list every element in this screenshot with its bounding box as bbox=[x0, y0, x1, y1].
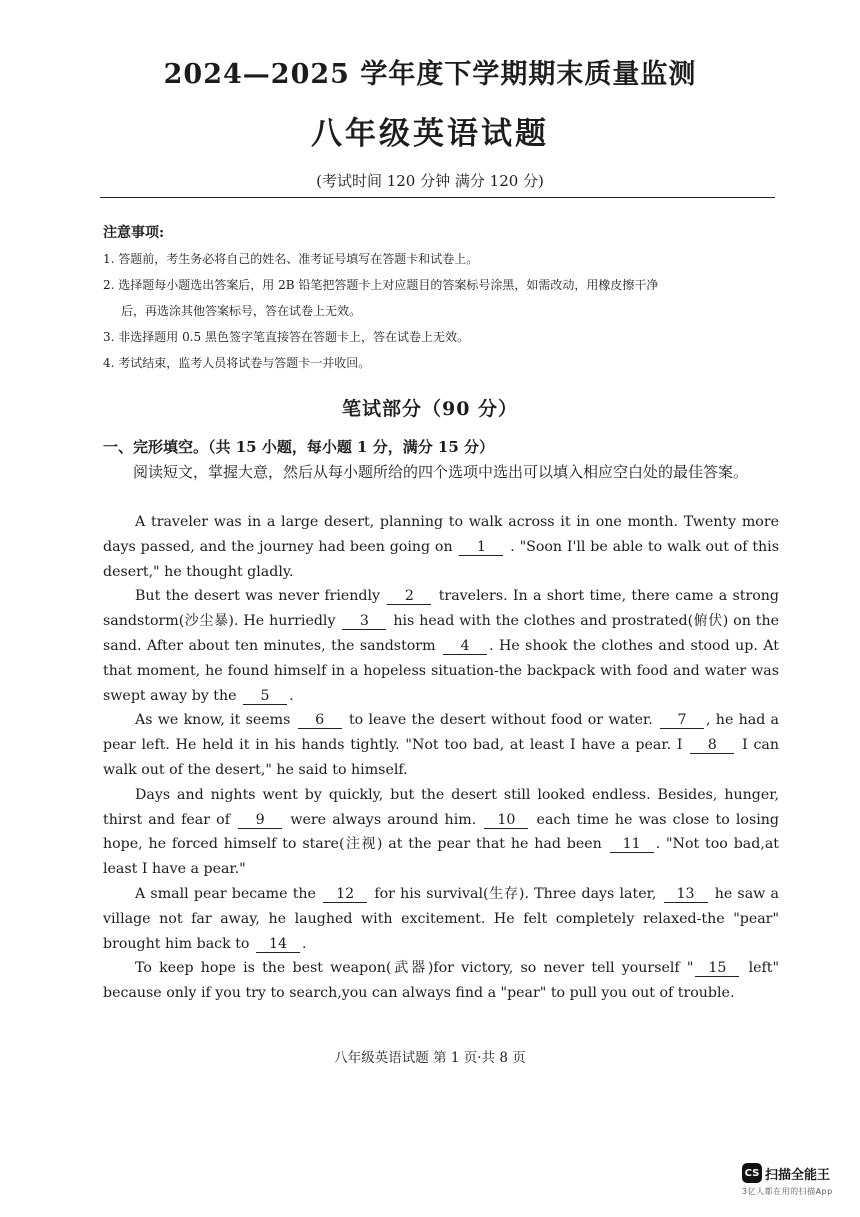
blank-4: 4 bbox=[443, 638, 487, 655]
note-item: 3. 非选择题用 0.5 黑色签字笔直接答在答题卡上，答在试卷上无效。 bbox=[103, 330, 469, 344]
note-item: 1. 答题前，考生务必将自己的姓名、准考证号填写在答题卡和试卷上。 bbox=[103, 252, 479, 266]
passage-text: I can walk out of the desert," he said to himself. bbox=[103, 737, 780, 778]
passage-text: each time he was close to losing hope, he forced himself to stare(注视) at the pear that he had been bbox=[103, 811, 780, 853]
passage-text: . "Soon I'll be able to walk out of this desert," he thought gladly. bbox=[103, 538, 780, 580]
blank-6: 6 bbox=[298, 712, 342, 729]
passage-text: . bbox=[301, 935, 307, 952]
blank-13: 13 bbox=[664, 886, 708, 903]
exam-title: 2024—2025 学年度下学期期末质量监测 bbox=[163, 59, 697, 90]
passage-text: to leave the desert without food or water. bbox=[348, 712, 653, 729]
paragraph-1 bbox=[103, 510, 779, 584]
scanner-watermark bbox=[742, 1163, 852, 1197]
paragraph-6 bbox=[103, 956, 779, 1006]
header-divider bbox=[100, 197, 775, 198]
passage-text: his head with the clothes and prostrated(俯伏) on the sand. After about ten minutes, the sandstorm bbox=[103, 613, 780, 654]
instructions: 阅读短文，掌握大意，然后从每小题所给的四个选项中选出可以填入相应空白处的最佳答案。 bbox=[133, 463, 749, 481]
passage-text: for his survival(生存). Three days later, bbox=[374, 885, 657, 902]
notes-title: 注意事项: bbox=[103, 225, 165, 241]
paragraph-2 bbox=[103, 584, 779, 708]
passage-text: To keep hope is the best weapon(武器)for victory, so never tell yourself " bbox=[135, 960, 694, 977]
passage-text: were always around him. bbox=[290, 811, 477, 828]
blank-5: 5 bbox=[243, 688, 287, 705]
paragraph-3 bbox=[103, 708, 779, 782]
blank-11: 11 bbox=[610, 836, 654, 853]
blank-10: 10 bbox=[484, 812, 528, 829]
blank-12: 12 bbox=[323, 886, 367, 903]
exam-subtitle: 八年级英语试题 bbox=[311, 116, 549, 152]
blank-2: 2 bbox=[387, 588, 431, 605]
passage-text: left" because only if you try to search,you can always find a "pear" to pull you out of trouble. bbox=[103, 960, 779, 1002]
passage-text: . He shook the clothes and stood up. At that moment, he found himself in a hopeless situation-the backpack with food and water was swept away by the bbox=[103, 637, 779, 704]
passage-text: travelers. In a short time, there came a strong sandstorm(沙尘暴). He hurriedly bbox=[103, 588, 779, 630]
notes-block bbox=[103, 220, 783, 376]
passage-text: Days and nights went by quickly, but the desert still looked endless. Besides, hunger, thirst and fear of bbox=[103, 786, 779, 828]
note-item: 2. 选择题每小题选出答案后，用 2B 铅笔把答题卡上对应题目的答案标号涂黑，如需改动，用橡皮擦干净 bbox=[103, 278, 659, 292]
blank-14: 14 bbox=[256, 936, 300, 953]
passage-text: . bbox=[289, 687, 294, 704]
passage-text: As we know, it seems bbox=[135, 712, 291, 729]
passage-text: . "Not too bad,at least I have a pear." bbox=[103, 836, 779, 878]
section-title: 笔试部分（90 分） bbox=[341, 398, 519, 420]
note-item: 4. 考试结束，监考人员将试卷与答题卡一并收回。 bbox=[103, 356, 371, 370]
blank-8: 8 bbox=[690, 737, 734, 754]
passage-text: But the desert was never friendly bbox=[135, 588, 381, 605]
blank-15: 15 bbox=[695, 960, 739, 977]
watermark-row bbox=[742, 1163, 852, 1183]
passage-text: , he had a pear left. He held it in his hands tightly. "Not too bad, at least I have a pear. I bbox=[103, 712, 779, 754]
watermark-tagline: 3亿人都在用的扫描App bbox=[742, 1187, 833, 1196]
watermark-name: 扫描全能王 bbox=[765, 1167, 831, 1183]
exam-info: (考试时间 120 分钟 满分 120 分) bbox=[316, 172, 544, 190]
passage-text: he saw a village not far away, he laughed with excitement. He felt completely relaxed-the "pear" brought him back to bbox=[103, 885, 779, 952]
page-footer: 八年级英语试题 第 1 页·共 8 页 bbox=[334, 1050, 526, 1066]
part-heading: 一、完形填空。（共 15 小题，每小题 1 分，满分 15 分） bbox=[103, 438, 495, 456]
blank-9: 9 bbox=[238, 812, 282, 829]
cloze-passage bbox=[103, 510, 779, 1006]
note-item-continued: 后，再选涂其他答案标号，答在试卷上无效。 bbox=[121, 304, 362, 318]
paragraph-4 bbox=[103, 783, 779, 882]
passage-text: A traveler was in a large desert, planning to walk across it in one month. Twenty more days passed, and the journey had been going on bbox=[103, 514, 779, 555]
camscanner-logo-icon: CS bbox=[742, 1163, 762, 1183]
blank-1: 1 bbox=[459, 539, 503, 556]
paragraph-5 bbox=[103, 882, 779, 956]
blank-3: 3 bbox=[342, 613, 386, 630]
blank-7: 7 bbox=[660, 712, 704, 729]
passage-text: A small pear became the bbox=[135, 885, 316, 902]
